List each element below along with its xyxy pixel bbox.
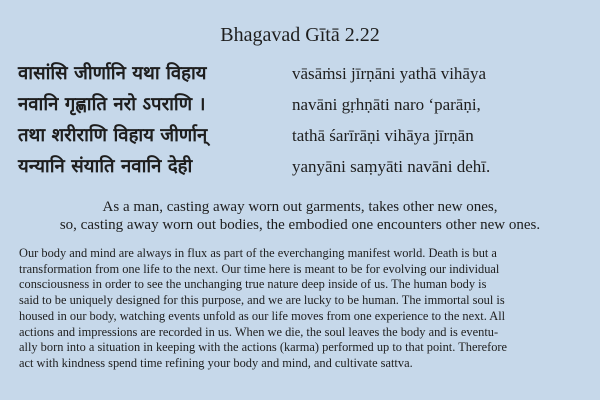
page-title: Bhagavad Gītā 2.22	[220, 24, 380, 46]
verse-line	[0, 123, 600, 154]
commentary-paragraph	[19, 246, 585, 372]
commentary-line: said to be uniquely designed for this purpose, and we are lucky to be human. The immortal soul is	[19, 293, 505, 308]
verse-transliteration: yanyāni saṃyāti navāni dehī.	[292, 157, 491, 176]
commentary-line: act with kindness spend time refining your body and mind, and cultivate sattva.	[19, 355, 413, 370]
verse-devanagari: वासांसि जीर्णानि यथा विहाय	[18, 63, 207, 84]
verse-devanagari: तथा शरीराणि विहाय जीर्णान्	[18, 125, 208, 146]
verse-devanagari: नवानि गृह्णाति नरो ऽपराणि ।	[18, 94, 206, 115]
commentary-line: transformation from one life to the next. Our time here is meant to be for evolving our individual	[19, 261, 500, 276]
verse-line	[0, 92, 600, 123]
commentary-line: Our body and mind are always in flux as part of the everchanging manifest world. Death is but a	[19, 246, 497, 260]
commentary-line: ally born into a situation in keeping with the actions (karma) performed up to that point. Therefore	[19, 340, 508, 355]
verse-translation	[0, 198, 600, 234]
verse-line	[0, 61, 600, 92]
verse-block	[0, 61, 600, 185]
translation-line: so, casting away worn out bodies, the embodied one encounters other new ones.	[59, 217, 541, 233]
translation-line: As a man, casting away worn out garments, takes other new ones,	[102, 199, 498, 215]
verse-devanagari: यन्यानि संयाति नवानि देही	[18, 156, 193, 177]
commentary-line: consciousness in order to see the unchanging true nature deep inside of us. The human body is	[19, 277, 487, 292]
verse-line	[0, 154, 600, 185]
verse-transliteration: tathā śarīrāṇi vihāya jīrṇān	[292, 126, 474, 145]
verse-transliteration: vāsāṁsi jīrṇāni yathā vihāya	[292, 64, 487, 83]
verse-transliteration: navāni gṛhṇāti naro ‘parāṇi,	[292, 95, 481, 114]
commentary-line: actions and impressions are recorded in us. When we die, the soul leaves the body and is eventu-	[19, 324, 499, 339]
commentary-line: housed in our body, watching events unfold as our life moves from one experience to the next. All	[19, 308, 506, 323]
